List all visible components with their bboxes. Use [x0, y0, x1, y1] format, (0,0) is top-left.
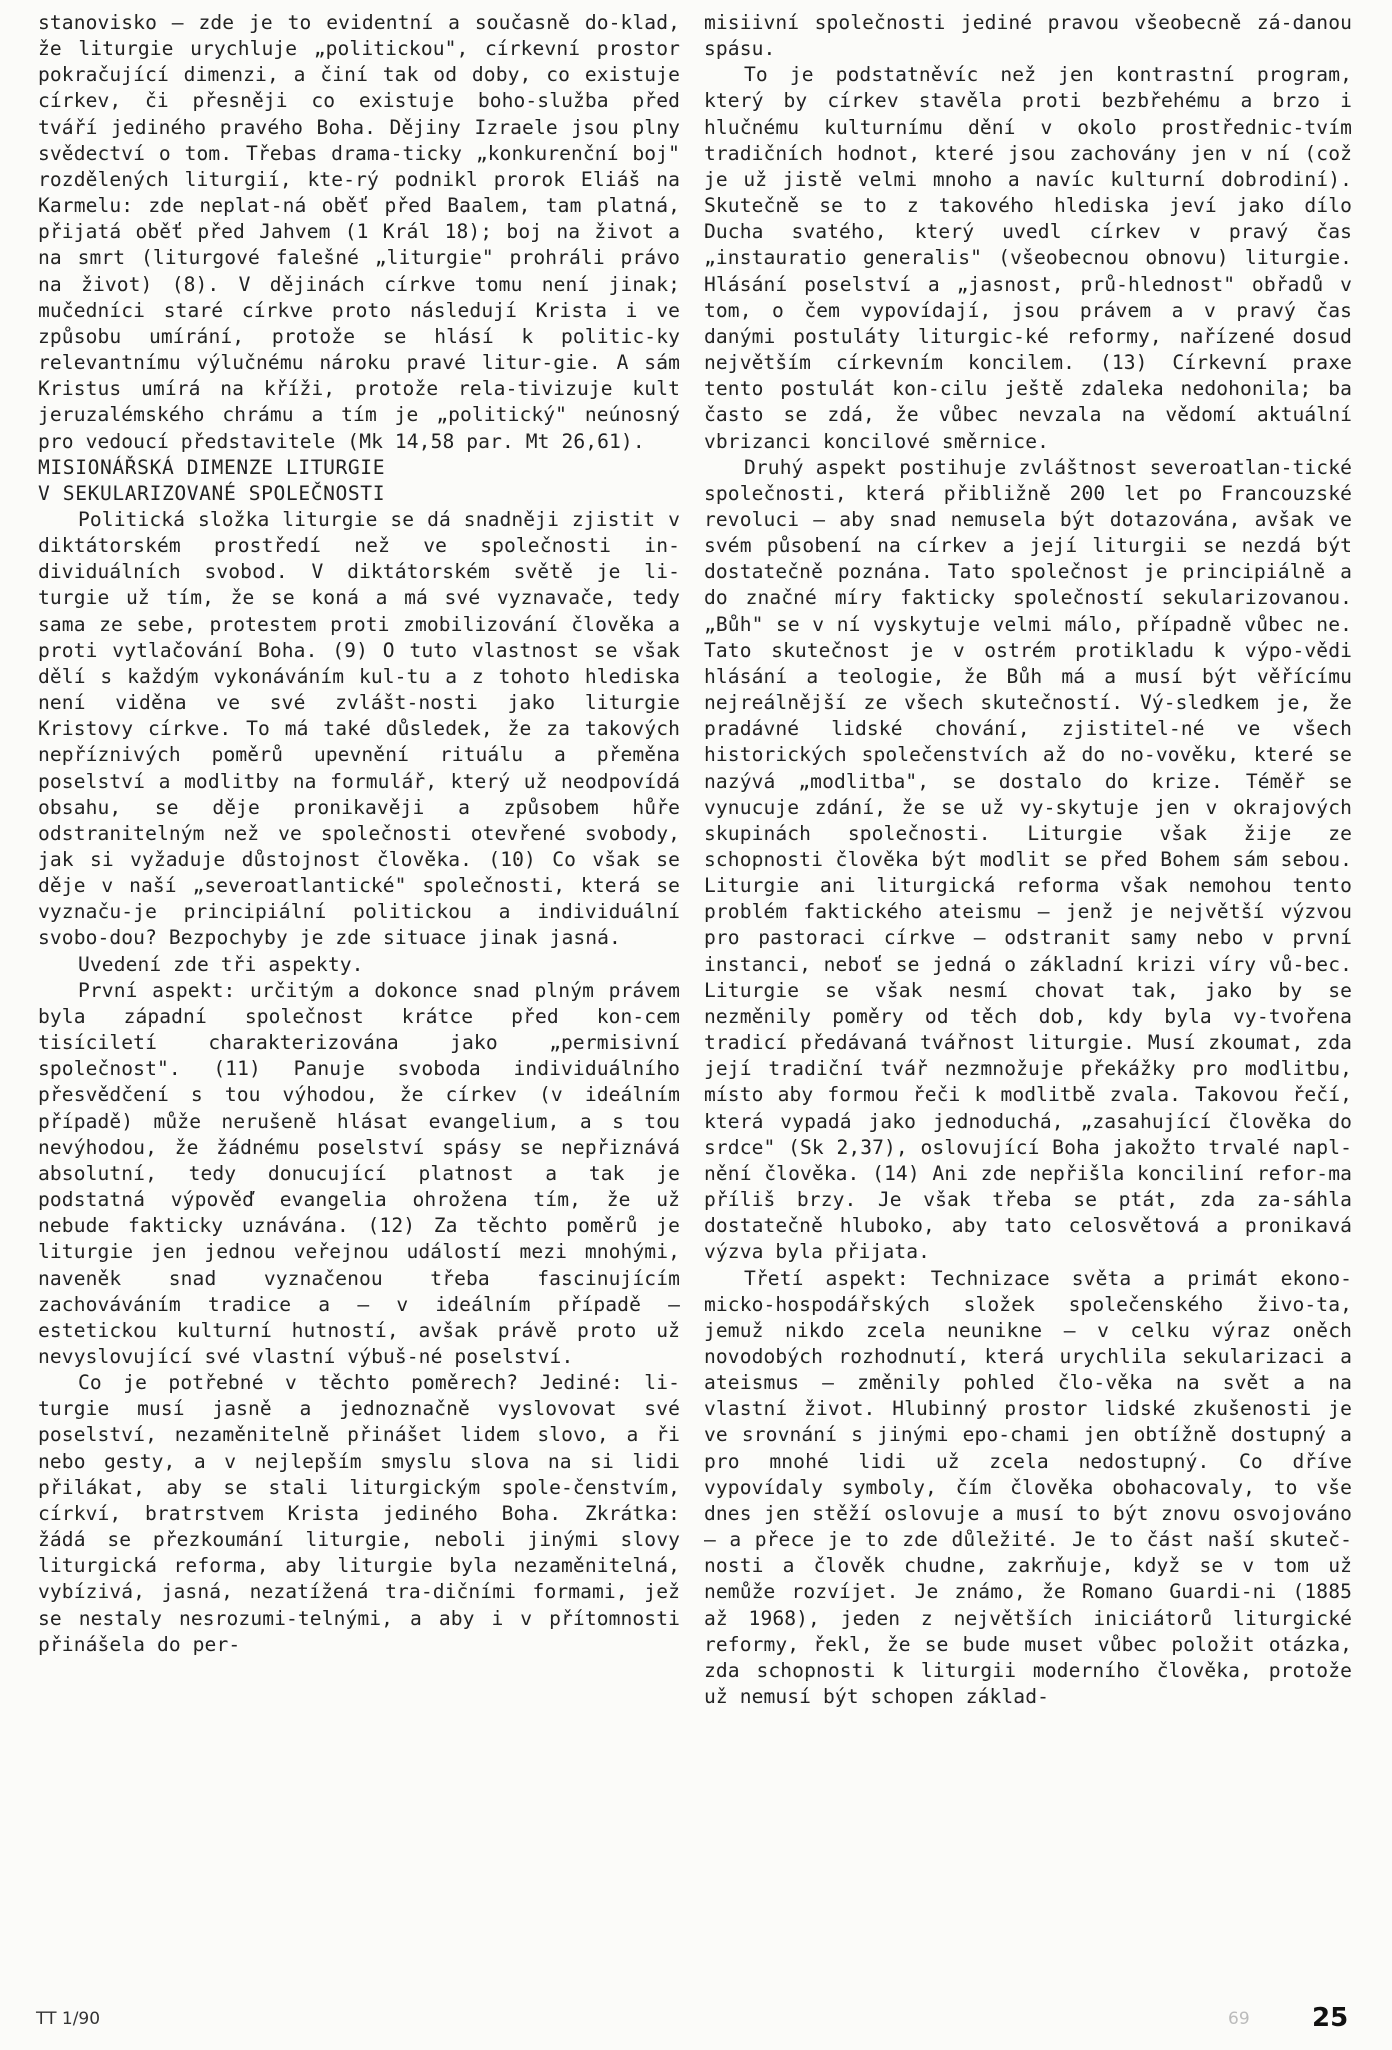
- wide-paragraph-1: První aspekt: určitým a dokonce snad plným právem byla západní společnost krátce před kon-cem tisíciletí charakterizována jako „permisivní společnost". (11) Panuje svoboda individuálního přesvědčení s tou výhodou, že církev (v ideálním případě) může nerušeně hlásat evangelium, a s tou nevýhodou, že žádnému poselství spásy se nepřiznává absolutní, tedy donucující platnost a tak je podstatná výpověď evangelia ohrožena tím, že už nebude fakticky uznávána. (12) Za těchto poměrů je liturgie jen jednou veřejnou událostí mezi mnohými, naveněk snad vyznačenou třeba fascinujícím zachováváním tradice a — v ideálním případě — estetickou kulturní hutností, avšak právě proto už nevyslovující své vlastní výbuš-né poselství.: [38, 978, 680, 1368]
- wide-paragraph-2: Co je potřebné v těchto poměrech? Jediné: li-turgie musí jasně a jednoznačně vyslovovat své poselství, nezaměnitelně přinášet lidem slovo, a ři nebo gesty, a v nejlepším smyslu slova na si lidi přilákat, aby se stali liturgickým spole-čenstvím, církví, bratrstvem Krista jediného Boha. Zkrátka: žádá se přezkoumání liturgie, neboli jinými slovy liturgická reforma, aby liturgie byla nezaměnitelná, vybízivá, jasná, nezatížená tra-dičními formami, jež se nestaly nesrozumi-telnými, a aby i v přítomnosti přinášela do per-: [38, 1371, 680, 1656]
- right-paragraph-3: Druhý aspekt postihuje zvláštnost severoatlan-tické společnosti, která přibližně 200 let po Francouzské revoluci — aby snad nemusela být dotazována, avšak ve svém působení na církev a její liturgii se nezdá být dostatečně poznána. Tato společnost je principiálně a do značné míry fakticky společností sekularizovanou. „Bůh" se v ní vyskytuje velmi málo, případně vůbec ne. Tato skutečnost je v ostrém protikladu k výpo-vědi hlásání a teologie, že Bůh má a musí být věřícímu nejreálnější ze všech skutečností. Vý-sledkem je, že pradávné lidské chování, zjistitel-né ve všech historických společenstvích až do no-vověku, které se nazývá „modlitba", se dostalo do krize. Téměř se vynucuje zdání, že se už vy-skytuje jen v okrajových skupinách společnosti. Liturgie však žije ze schopnosti člověka být modlit se před Bohem sám sebou. Liturgie ani liturgická reforma však nemohou tento problém faktického ateismu — jenž je největší výzvou pro pastoraci církve — odstranit samy nebo v první instanci, neboť se jedná o základní krizi víry vů-bec. Liturgie se však nesmí chovat tak, jako by se nezměnily poměry od těch dob, kdy byla vy-tvořena tradicí předávaná tvářnost liturgie. Musí zkoumat, zda její tradiční tvář nezmnožuje překážky pro modlitbu, místo aby formou řeči k modlitbě zvala. Takovou řečí, která vypadá jako jednoduchá, „zasahující člověka do srdce" (Sk 2,37), oslovující Boha jakožto trvalé napl-nění člověka. (14) Ani zde nepřišla konciliní refor-ma příliš brzy. Je však třeba se ptát, zda za-sáhla dostatečně hluboko, aby tato celosvětová a pronikavá výzva byla přijata.: [704, 455, 1352, 1264]
- page-number: 25: [1312, 2003, 1349, 2033]
- left-column: [38, 10, 680, 1658]
- issue-label: TT 1/90: [36, 2009, 101, 2029]
- left-paragraph-3: Uvedení zde tři aspekty.: [78, 952, 364, 976]
- right-paragraph-4: Třetí aspekt: Technizace světa a primát ekono-micko-hospodářských složek společenského živo-ta, jemuž nikdo zcela neunikne — v celku výraz oněch novodobých rozhodnutí, která urychlila sekularizaci a ateismus — změnily pohled člo-věka na svět a na vlastní život. Hlubinný prostor lidské zkušenosti je ve srovnání s jinými epo-chami jen obtížně dostupný a pro mnohé lidi už zcela nedostupný. Co dříve vypovídaly symboly, čím člověka obohacovaly, to vše dnes jen stěží oslovuje a musí to být znovu osvojováno — a přece je to zde důležité. Je to část naší skuteč-nosti a člověk chudne, zakrňuje, když se v tom už nemůže rozvíjet. Je známo, že Romano Guardi-ni (1885 až 1968), jeden z největších iniciátorů liturgické reformy, řekl, že se bude muset vůbec položit otázka, zda schopnosti k liturgii moderního člověka, protože už nemusí být schopen základ-: [704, 1266, 1352, 1708]
- right-column: [704, 10, 1352, 1710]
- right-paragraph-2: To je podstatněvíc než jen kontrastní program, který by církev stavěla proti bezbřehému a brzo i hlučnému kulturnímu dění v okolo prostřednic-tvím tradičních hodnot, které jsou zachovány jen v ní (což je už jistě velmi mnoho a navíc kulturní dobrodiní). Skutečně se to z takového hlediska jeví jako dílo Ducha svatého, který uvedl církev v pravý čas „instauratio generalis" (všeobecnou obnovu) liturgie. Hlásání poselství a „jasnost, prů-hlednost" obřadů v tom, o čem vypovídají, jsou právem a v pravý čas danými postuláty liturgic-ké reformy, nařízené dosud největším církevním koncilem. (13) Církevní praxe tento postulát kon-cilu ještě zdaleka nedohonila; ba často se zdá, že vůbec nevzala na vědomí aktuální vbrizanci koncilové směrnice.: [704, 63, 1352, 453]
- left-paragraph-2: Politická složka liturgie se dá snadněji zjistit v diktátorském prostředí než ve společnosti in-dividuálních svobod. V diktátorském světě je li-turgie už tím, že se koná a má své vyznavače, tedy sama ze sebe, protestem proti zmobilizování člověka a proti vytlačování Boha. (9) O tuto vlastnost se však dělí s každým vykonáváním kul-tu a z tohoto hlediska není viděna ve své zvlášt-nosti jako liturgie Kristovy církve. To má také důsledek, že za takových nepříznivých poměrů upevnění rituálu a přeměna poselství a modlitby na formulář, který už neodpovídá obsahu, se děje pronikavěji a způsobem hůře odstranitelným než ve společnosti otevřené svobody, jak si vyžaduje důstojnost člověka. (10) Co však se děje v naší „severoatlantické" společnosti, která se vyznaču-je principiální politickou a individuální svobo-dou? Bezpochyby je zde situace jinak jasná.: [38, 507, 680, 950]
- section-heading-line-1: MISIONÁŘSKÁ DIMENZE LITURGIE: [38, 455, 386, 479]
- right-paragraph-1: misiivní společnosti jediné pravou všeobecně zá-danou spásu.: [704, 11, 1352, 61]
- faint-page-mark: 69: [1228, 2009, 1250, 2029]
- left-paragraph-1: stanovisko — zde je to evidentní a současně do-klad, že liturgie urychluje „politickou", církevní prostor pokračující dimenzi, a činí tak od doby, co existuje církev, či přesněji co existuje boho-služba před tváří jediného pravého Boha. Dějiny Izraele jsou plny svědectví o tom. Třebas drama-ticky „konkurenční boj" rozdělených liturgií, kte-rý podnikl prorok Eliáš na Karmelu: zde neplat-ná oběť před Baalem, tam platná, přijatá oběť před Jahvem (1 Král 18); boj na život a na smrt (liturgové falešné „liturgie" prohráli právo na život) (8). V dějinách církve tomu není jinak; mučedníci staré církve proto následují Krista i ve způsobu umírání, protože se hlásí k politic-ky relevantnímu výlučnému nároku pravé litur-gie. A sám Kristus umírá na kříži, protože rela-tivizuje kult jeruzalémského chrámu a tím je „politický" neúnosný pro vedoucí představitele (Mk 14,58 par. Mt 26,61).: [38, 11, 680, 453]
- section-heading-line-2: V SEKULARIZOVANÉ SPOLEČNOSTI: [38, 481, 386, 505]
